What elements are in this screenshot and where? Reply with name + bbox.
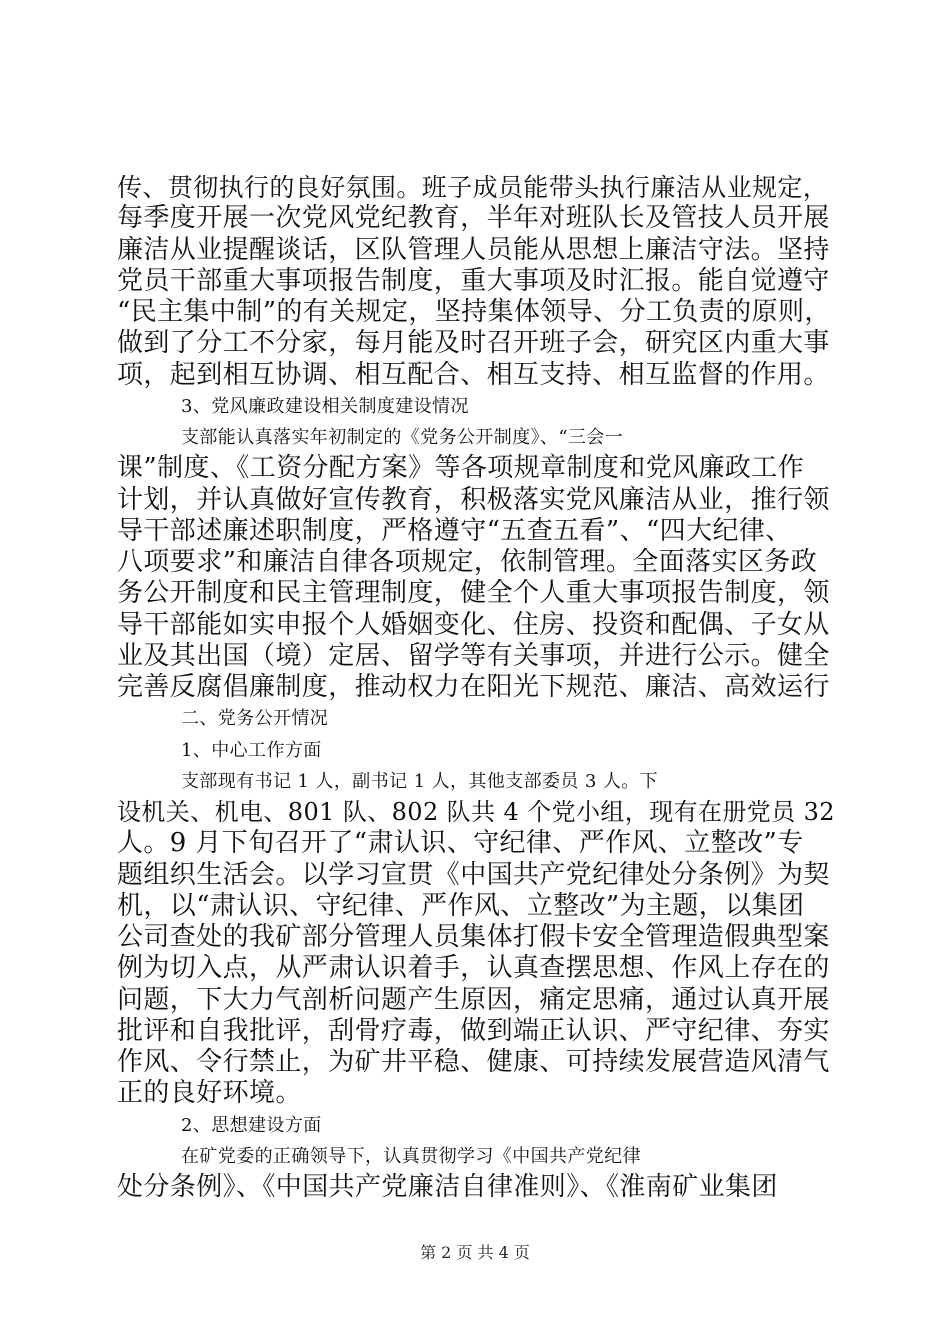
body-text-line: 批评和自我批评，刮骨疗毒，做到端正认识、严守纪律、夯实: [117, 1016, 830, 1046]
body-text-line: 处分条例》、《中国共产党廉洁自律准则》、《淮南矿业集团: [117, 1172, 778, 1202]
body-text-line: 计划，并认真做好宣传教育，积极落实党风廉洁从业，推行领: [117, 485, 830, 515]
body-text-line: 正的良好环境。: [117, 1078, 302, 1108]
paragraph-first-line: 支部现有书记 1 人，副书记 1 人，其他支部委员 3 人。下: [181, 771, 659, 792]
body-text-line: 每季度开展一次党风党纪教育，半年对班队长及管技人员开展: [117, 203, 830, 233]
page-number-footer: 第 2 页 共 4 页: [420, 1243, 530, 1262]
paragraph-first-line: 支部能认真落实年初制定的《党务公开制度》、“三会一: [181, 427, 624, 448]
body-text-line: 传、贯彻执行的良好氛围。班子成员能带头执行廉洁从业规定，: [117, 173, 829, 202]
body-text-line: 问题，下大力气剖析问题产生原因，痛定思痛，通过认真开展: [117, 985, 830, 1015]
subsection-heading: 2、思想建设方面: [181, 1115, 322, 1136]
paragraph-first-line: 在矿党委的正确领导下，认真贯彻学习《中国共产党纪律: [181, 1146, 641, 1167]
body-text-line: 党员干部重大事项报告制度，重大事项及时汇报。能自觉遵守: [117, 266, 830, 296]
subsection-heading: 1、中心工作方面: [181, 740, 322, 761]
body-text-line: 人。9 月下旬召开了“肃认识、守纪律、严作风、立整改”专: [117, 828, 804, 858]
body-text-line: 做到了分工不分家，每月能及时召开班子会，研究区内重大事: [117, 328, 830, 358]
body-text-line: 机，以“肃认识、守纪律、严作风、立整改”为主题，以集团: [117, 891, 805, 921]
body-text-line: 课”制度、《工资分配方案》等各项规章制度和党风廉政工作: [117, 453, 805, 483]
section-heading: 3、党风廉政建设相关制度建设情况: [181, 396, 469, 417]
section-heading: 二、党务公开情况: [181, 708, 329, 729]
body-text-line: 务公开制度和民主管理制度，健全个人重大事项报告制度，领: [117, 578, 830, 608]
body-text-line: 廉洁从业提醒谈话，区队管理人员能从思想上廉洁守法。坚持: [117, 235, 830, 265]
body-text-line: 作风、令行禁止，为矿井平稳、健康、可持续发展营造风清气: [117, 1047, 830, 1077]
body-text-line: 公司查处的我矿部分管理人员集体打假卡安全管理造假典型案: [117, 922, 830, 952]
body-text-line: 项，起到相互协调、相互配合、相互支持、相互监督的作用。: [117, 360, 830, 390]
body-text-line: 例为切入点，从严肃认识着手，认真查摆思想、作风上存在的: [117, 953, 830, 983]
body-text-line: 八项要求”和廉洁自律各项规定，依制管理。全面落实区务政: [117, 547, 818, 577]
body-text-line: 题组织生活会。以学习宣贯《中国共产党纪律处分条例》为契: [117, 860, 830, 890]
body-text-line: 导干部能如实申报个人婚姻变化、住房、投资和配偶、子女从: [117, 610, 830, 640]
body-text-line: 设机关、机电、801 队、802 队共 4 个党小组，现有在册党员 32: [117, 798, 835, 826]
body-text-line: 业及其出国（境）定居、留学等有关事项，并进行公示。健全: [117, 641, 830, 671]
body-text-line: 完善反腐倡廉制度，推动权力在阳光下规范、廉洁、高效运行: [117, 672, 830, 702]
body-text-line: 导干部述廉述职制度，严格遵守“五查五看”、“四大纪律、: [117, 516, 792, 546]
body-text-line: “民主集中制”的有关规定，坚持集体领导、分工负责的原则，: [117, 297, 831, 327]
